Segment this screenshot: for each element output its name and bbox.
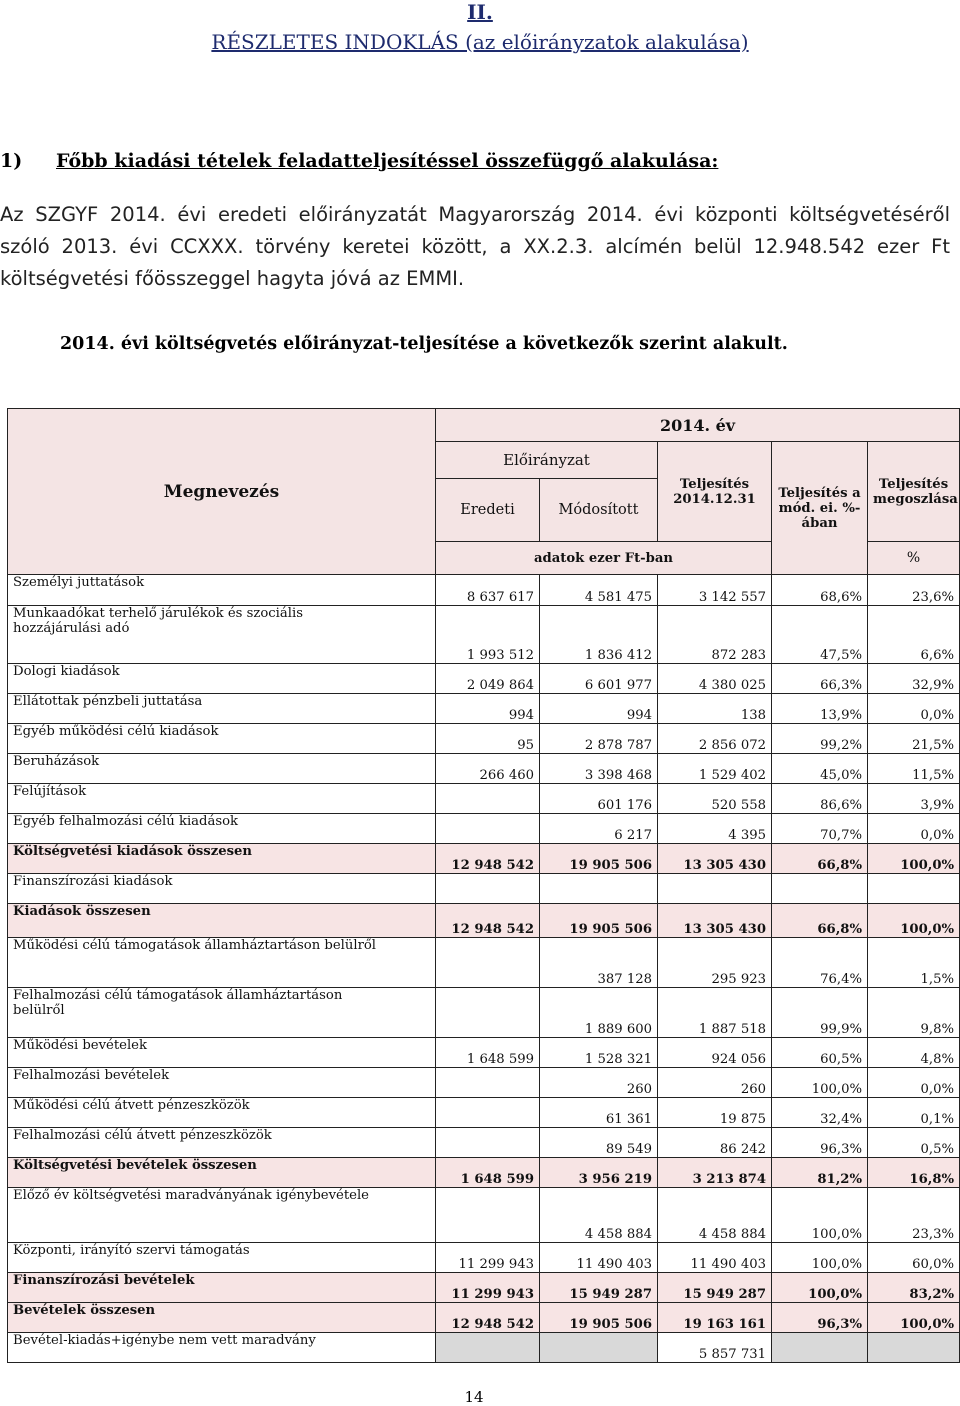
cell-teljesites: 19 163 161 bbox=[658, 1303, 772, 1333]
cell-share: 3,9% bbox=[868, 784, 960, 814]
cell-share: 23,6% bbox=[868, 575, 960, 606]
row-name-line: Finanszírozási bevételek bbox=[13, 1273, 195, 1288]
empty-shaded-cell bbox=[772, 1333, 868, 1363]
cell-pct: 100,0% bbox=[772, 1188, 868, 1243]
table-row bbox=[8, 606, 960, 664]
table-row bbox=[8, 754, 960, 784]
row-name bbox=[8, 1038, 436, 1068]
cell-pct: 45,0% bbox=[772, 754, 868, 784]
table-row bbox=[8, 1273, 960, 1303]
header-appropriation: Előirányzat bbox=[436, 442, 658, 479]
row-name bbox=[8, 874, 436, 904]
intro-paragraph: Az SZGYF 2014. évi eredeti előirányzatát Magyarország 2014. évi központi költségvetéséről szóló 2013. évi CCXXX. törvény keretei között, a XX.2.3. alcímén belül 12.948.542 ezer Ft költségvetési főösszeggel hagyta jóvá az EMMI. bbox=[0, 203, 950, 290]
cell-teljesites: 13 305 430 bbox=[658, 844, 772, 874]
cell-share: 100,0% bbox=[868, 1303, 960, 1333]
cell-share: 0,0% bbox=[868, 1068, 960, 1098]
header-original: Eredeti bbox=[436, 479, 540, 542]
cell-teljesites: 295 923 bbox=[658, 938, 772, 988]
row-name-line: Költségvetési kiadások összesen bbox=[13, 844, 252, 859]
chapter-number: II. bbox=[467, 0, 493, 24]
cell-teljesites bbox=[658, 874, 772, 904]
cell-teljesites: 3 213 874 bbox=[658, 1158, 772, 1188]
row-name-line: Munkaadókat terhelő járulékok és szociális bbox=[13, 606, 303, 621]
cell-modositott: 1 889 600 bbox=[540, 988, 658, 1038]
table-row bbox=[8, 1188, 960, 1243]
header-percent: % bbox=[868, 542, 960, 575]
cell-pct: 100,0% bbox=[772, 1273, 868, 1303]
table-row bbox=[8, 694, 960, 724]
cell-pct: 66,3% bbox=[772, 664, 868, 694]
row-name-line: Működési célú támogatások államháztartáson belülről bbox=[13, 938, 377, 953]
cell-share: 1,5% bbox=[868, 938, 960, 988]
table-row bbox=[8, 575, 960, 606]
cell-share: 100,0% bbox=[868, 844, 960, 874]
row-name-line: Finanszírozási kiadások bbox=[13, 874, 173, 889]
cell-teljesites: 1 887 518 bbox=[658, 988, 772, 1038]
row-name bbox=[8, 724, 436, 754]
row-name-line: Egyéb működési célú kiadások bbox=[13, 724, 219, 739]
row-name bbox=[8, 575, 436, 606]
cell-pct: 96,3% bbox=[772, 1128, 868, 1158]
cell-modositott: 2 878 787 bbox=[540, 724, 658, 754]
cell-modositott: 4 581 475 bbox=[540, 575, 658, 606]
cell-share: 11,5% bbox=[868, 754, 960, 784]
cell-share: 0,0% bbox=[868, 814, 960, 844]
cell-eredeti: 12 948 542 bbox=[436, 904, 540, 938]
row-name bbox=[8, 1273, 436, 1303]
row-name bbox=[8, 1188, 436, 1243]
cell-pct: 66,8% bbox=[772, 844, 868, 874]
cell-modositott: 1 528 321 bbox=[540, 1038, 658, 1068]
cell-pct: 60,5% bbox=[772, 1038, 868, 1068]
cell-modositott: 3 956 219 bbox=[540, 1158, 658, 1188]
table-row bbox=[8, 1128, 960, 1158]
cell-modositott: 19 905 506 bbox=[540, 1303, 658, 1333]
cell-share bbox=[868, 874, 960, 904]
cell-pct: 70,7% bbox=[772, 814, 868, 844]
cell-teljesites: 872 283 bbox=[658, 606, 772, 664]
cell-pct: 86,6% bbox=[772, 784, 868, 814]
row-name bbox=[8, 938, 436, 988]
row-name bbox=[8, 606, 436, 664]
cell-pct: 66,8% bbox=[772, 904, 868, 938]
table-row bbox=[8, 904, 960, 938]
table-row bbox=[8, 1098, 960, 1128]
section-title: Főbb kiadási tételek feladatteljesítéssel összefüggő alakulása: bbox=[56, 150, 719, 172]
table-row bbox=[8, 724, 960, 754]
row-name-line: belülről bbox=[13, 1003, 65, 1018]
cell-teljesites: 4 380 025 bbox=[658, 664, 772, 694]
cell-share: 60,0% bbox=[868, 1243, 960, 1273]
row-name bbox=[8, 784, 436, 814]
cell-share: 4,8% bbox=[868, 1038, 960, 1068]
table-row bbox=[8, 1243, 960, 1273]
row-name-line: Működési bevételek bbox=[13, 1038, 147, 1053]
cell-modositott: 6 217 bbox=[540, 814, 658, 844]
row-name bbox=[8, 814, 436, 844]
header-performance-pct: Teljesítés a mód. ei. %-ában bbox=[772, 442, 868, 575]
cell-modositott: 994 bbox=[540, 694, 658, 724]
header-performance: Teljesítés 2014.12.31 bbox=[658, 442, 772, 542]
cell-share: 0,0% bbox=[868, 694, 960, 724]
cell-modositott: 15 949 287 bbox=[540, 1273, 658, 1303]
table-row bbox=[8, 1038, 960, 1068]
cell-eredeti: 2 049 864 bbox=[436, 664, 540, 694]
cell-pct: 100,0% bbox=[772, 1068, 868, 1098]
table-row bbox=[8, 814, 960, 844]
cell-eredeti: 11 299 943 bbox=[436, 1243, 540, 1273]
row-name bbox=[8, 904, 436, 938]
cell-share: 0,5% bbox=[868, 1128, 960, 1158]
cell-pct: 81,2% bbox=[772, 1158, 868, 1188]
table-caption: 2014. évi költségvetés előirányzat-teljesítése a következők szerint alakult. bbox=[60, 334, 788, 354]
table-row bbox=[8, 784, 960, 814]
cell-eredeti bbox=[436, 814, 540, 844]
row-name bbox=[8, 1098, 436, 1128]
cell-pct: 76,4% bbox=[772, 938, 868, 988]
cell-share: 6,6% bbox=[868, 606, 960, 664]
table-row bbox=[8, 988, 960, 1038]
header-distribution: Teljesítés megoszlása bbox=[868, 442, 960, 542]
cell-teljesites: 3 142 557 bbox=[658, 575, 772, 606]
table-row bbox=[8, 874, 960, 904]
page-number: 14 bbox=[464, 1388, 484, 1406]
cell-share: 100,0% bbox=[868, 904, 960, 938]
table-row bbox=[8, 938, 960, 988]
cell-modositott bbox=[540, 874, 658, 904]
cell-share: 9,8% bbox=[868, 988, 960, 1038]
cell-modositott: 6 601 977 bbox=[540, 664, 658, 694]
cell-teljesites: 1 529 402 bbox=[658, 754, 772, 784]
header-modified: Módosított bbox=[540, 479, 658, 542]
cell-share: 32,9% bbox=[868, 664, 960, 694]
cell-modositott: 11 490 403 bbox=[540, 1243, 658, 1273]
cell-eredeti: 1 993 512 bbox=[436, 606, 540, 664]
cell-modositott: 19 905 506 bbox=[540, 904, 658, 938]
cell-share: 23,3% bbox=[868, 1188, 960, 1243]
row-name-line: Dologi kiadások bbox=[13, 664, 120, 679]
table-row bbox=[8, 664, 960, 694]
cell-eredeti bbox=[436, 874, 540, 904]
row-name bbox=[8, 664, 436, 694]
cell-eredeti bbox=[436, 1068, 540, 1098]
cell-modositott: 89 549 bbox=[540, 1128, 658, 1158]
table-row bbox=[8, 844, 960, 874]
cell-teljesites: 260 bbox=[658, 1068, 772, 1098]
cell-pct: 32,4% bbox=[772, 1098, 868, 1128]
row-name bbox=[8, 1303, 436, 1333]
cell-eredeti bbox=[436, 1128, 540, 1158]
row-name bbox=[8, 1068, 436, 1098]
row-name bbox=[8, 1243, 436, 1273]
cell-pct: 68,6% bbox=[772, 575, 868, 606]
cell-pct: 13,9% bbox=[772, 694, 868, 724]
cell-share: 21,5% bbox=[868, 724, 960, 754]
cell-pct bbox=[772, 874, 868, 904]
cell-eredeti: 95 bbox=[436, 724, 540, 754]
empty-shaded-cell bbox=[868, 1333, 960, 1363]
table-row bbox=[8, 1158, 960, 1188]
cell-teljesites: 5 857 731 bbox=[658, 1333, 772, 1363]
cell-modositott: 601 176 bbox=[540, 784, 658, 814]
section-number: 1) bbox=[0, 150, 23, 172]
row-name-line: Ellátottak pénzbeli juttatása bbox=[13, 694, 203, 709]
table-row-balance bbox=[8, 1333, 960, 1363]
cell-teljesites: 13 305 430 bbox=[658, 904, 772, 938]
row-name-line: Előző év költségvetési maradványának igénybevétele bbox=[13, 1188, 369, 1203]
cell-eredeti: 8 637 617 bbox=[436, 575, 540, 606]
empty-shaded-cell bbox=[436, 1333, 540, 1363]
table-row bbox=[8, 1303, 960, 1333]
cell-eredeti: 1 648 599 bbox=[436, 1038, 540, 1068]
cell-teljesites: 11 490 403 bbox=[658, 1243, 772, 1273]
header-year: 2014. év bbox=[436, 409, 960, 442]
row-name bbox=[8, 694, 436, 724]
row-name bbox=[8, 988, 436, 1038]
cell-pct: 99,2% bbox=[772, 724, 868, 754]
cell-eredeti: 994 bbox=[436, 694, 540, 724]
row-name-line: Felhalmozási bevételek bbox=[13, 1068, 170, 1083]
cell-teljesites: 138 bbox=[658, 694, 772, 724]
row-name: Bevétel-kiadás+igénybe nem vett maradvány bbox=[8, 1333, 436, 1363]
row-name-line: Működési célú átvett pénzeszközök bbox=[13, 1098, 250, 1113]
row-name-line: Egyéb felhalmozási célú kiadások bbox=[13, 814, 239, 829]
cell-eredeti bbox=[436, 1098, 540, 1128]
row-name-line: Központi, irányító szervi támogatás bbox=[13, 1243, 250, 1258]
cell-modositott: 387 128 bbox=[540, 938, 658, 988]
cell-eredeti bbox=[436, 938, 540, 988]
chapter-title: RÉSZLETES INDOKLÁS (az előirányzatok alakulása) bbox=[211, 30, 749, 54]
row-name bbox=[8, 844, 436, 874]
cell-teljesites: 2 856 072 bbox=[658, 724, 772, 754]
cell-eredeti: 1 648 599 bbox=[436, 1158, 540, 1188]
cell-modositott: 260 bbox=[540, 1068, 658, 1098]
cell-pct: 100,0% bbox=[772, 1243, 868, 1273]
cell-pct: 47,5% bbox=[772, 606, 868, 664]
cell-eredeti: 12 948 542 bbox=[436, 1303, 540, 1333]
cell-eredeti: 266 460 bbox=[436, 754, 540, 784]
row-name-line: Felújítások bbox=[13, 784, 87, 799]
row-name-line: Felhalmozási célú átvett pénzeszközök bbox=[13, 1128, 272, 1143]
cell-teljesites: 4 458 884 bbox=[658, 1188, 772, 1243]
row-name-line: Beruházások bbox=[13, 754, 100, 769]
cell-teljesites: 86 242 bbox=[658, 1128, 772, 1158]
row-name bbox=[8, 754, 436, 784]
row-name-line: Kiadások összesen bbox=[13, 904, 151, 919]
cell-eredeti bbox=[436, 1188, 540, 1243]
cell-teljesites: 520 558 bbox=[658, 784, 772, 814]
row-name-line: Felhalmozási célú támogatások államháztartáson bbox=[13, 988, 343, 1003]
cell-eredeti bbox=[436, 784, 540, 814]
header-name: Megnevezés bbox=[8, 409, 436, 575]
cell-eredeti: 12 948 542 bbox=[436, 844, 540, 874]
table-row bbox=[8, 1068, 960, 1098]
row-name-line: Személyi juttatások bbox=[13, 575, 145, 590]
cell-modositott: 19 905 506 bbox=[540, 844, 658, 874]
row-name bbox=[8, 1128, 436, 1158]
cell-modositott: 4 458 884 bbox=[540, 1188, 658, 1243]
cell-teljesites: 924 056 bbox=[658, 1038, 772, 1068]
cell-eredeti bbox=[436, 988, 540, 1038]
empty-shaded-cell bbox=[540, 1333, 658, 1363]
cell-share: 83,2% bbox=[868, 1273, 960, 1303]
row-name bbox=[8, 1158, 436, 1188]
cell-share: 16,8% bbox=[868, 1158, 960, 1188]
cell-modositott: 61 361 bbox=[540, 1098, 658, 1128]
cell-pct: 96,3% bbox=[772, 1303, 868, 1333]
section-heading bbox=[0, 148, 960, 174]
cell-teljesites: 15 949 287 bbox=[658, 1273, 772, 1303]
cell-share: 0,1% bbox=[868, 1098, 960, 1128]
cell-modositott: 1 836 412 bbox=[540, 606, 658, 664]
cell-teljesites: 4 395 bbox=[658, 814, 772, 844]
cell-modositott: 3 398 468 bbox=[540, 754, 658, 784]
cell-teljesites: 19 875 bbox=[658, 1098, 772, 1128]
cell-eredeti: 11 299 943 bbox=[436, 1273, 540, 1303]
row-name-line: Bevételek összesen bbox=[13, 1303, 156, 1318]
cell-pct: 99,9% bbox=[772, 988, 868, 1038]
header-units: adatok ezer Ft-ban bbox=[436, 542, 772, 575]
budget-table bbox=[7, 408, 960, 1363]
table-body bbox=[8, 575, 960, 1363]
row-name-line: Költségvetési bevételek összesen bbox=[13, 1158, 257, 1173]
row-name-line: hozzájárulási adó bbox=[13, 621, 130, 636]
